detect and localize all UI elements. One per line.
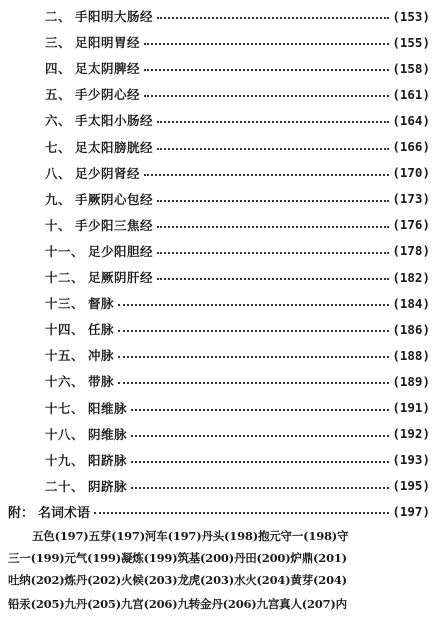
toc-entry-number: 四、 <box>45 61 72 77</box>
toc-entry-number: 二、 <box>45 9 72 24</box>
toc-entry-title: 带脉 <box>88 374 115 390</box>
toc-entry-number: 十二、 <box>45 270 85 285</box>
toc-entry-page-number: (158) <box>392 60 430 76</box>
toc-entry-page-number: (178) <box>392 243 430 259</box>
appendix-title: 名词术语 <box>38 505 91 521</box>
toc-entry-title: 阳维脉 <box>88 400 128 416</box>
toc-entry[interactable] <box>45 345 430 365</box>
dot-leader <box>157 200 389 202</box>
toc-entry-number: 十七、 <box>45 400 85 416</box>
toc-entry-number: 十、 <box>45 217 72 233</box>
toc-entry-title: 足少阳胆经 <box>88 243 154 259</box>
toc-entry-title: 手厥阴心包经 <box>75 191 154 207</box>
toc-entry-number: 十六、 <box>45 374 85 390</box>
toc-entry-number: 六、 <box>45 113 72 129</box>
toc-entry-number: 三、 <box>45 35 72 51</box>
terms-line: 铅汞(205)九丹(205)九宫(206)九转金丹(206)九宫真人(207)内 <box>8 597 347 611</box>
toc-entry[interactable] <box>45 215 430 235</box>
toc-entry[interactable] <box>45 58 430 78</box>
dot-leader <box>144 43 389 45</box>
toc-entry-title: 阴维脉 <box>88 426 128 442</box>
dot-leader <box>118 382 389 384</box>
toc-entry[interactable] <box>45 319 430 339</box>
toc-entry-title: 足太阴脾经 <box>75 61 141 77</box>
appendix-entry[interactable] <box>8 500 430 522</box>
toc-entry-title: 手少阴心经 <box>75 87 141 103</box>
toc-entry-page-number: (153) <box>392 8 430 24</box>
toc-entry-title: 足阳明胃经 <box>75 35 141 51</box>
dot-leader <box>118 356 389 358</box>
dot-leader <box>144 95 389 97</box>
toc-entry-number: 十四、 <box>45 322 85 338</box>
toc-entry-page-number: (191) <box>392 400 430 415</box>
toc-entry-number: 二十、 <box>45 478 85 494</box>
toc-entry-page-number: (193) <box>392 452 430 468</box>
toc-entry-number: 十一、 <box>45 243 85 259</box>
toc-entry[interactable] <box>45 241 430 261</box>
toc-entry-title: 阴跻脉 <box>88 478 128 494</box>
appendix-label: 附： <box>8 505 35 521</box>
dot-leader <box>157 226 389 228</box>
toc-entry-page-number: (184) <box>392 295 430 311</box>
dot-leader <box>157 17 389 19</box>
toc-entry-page-number: (155) <box>392 34 430 50</box>
toc-entry-page-number: (189) <box>392 373 430 389</box>
toc-entry-page-number: (188) <box>392 347 430 363</box>
toc-entry-page-number: (173) <box>392 191 430 207</box>
toc-entry[interactable] <box>45 424 430 444</box>
dot-leader <box>131 487 389 489</box>
dot-leader <box>157 278 389 280</box>
toc-entry[interactable] <box>45 189 430 209</box>
toc-entry-title: 阳跻脉 <box>88 452 128 468</box>
dot-leader <box>118 304 389 306</box>
toc-entry-title: 足少阴肾经 <box>75 165 141 181</box>
toc-entry-page-number: (186) <box>392 321 430 337</box>
toc-entry-title: 手少阳三焦经 <box>75 217 154 233</box>
toc-entry[interactable] <box>45 371 430 391</box>
terms-line: 吐纳(202)炼丹(202)火候(203)龙虎(203)水火(204)黄芽(204) <box>8 573 347 587</box>
toc-entry[interactable] <box>45 450 430 470</box>
terms-line: 五色(197)五芽(197)河车(197)丹头(198)抱元守一(198)守 <box>32 529 349 543</box>
toc-entry-title: 任脉 <box>88 322 115 338</box>
toc-entry-page-number: (166) <box>392 139 430 154</box>
toc-entry-page-number: (170) <box>392 165 430 181</box>
toc-entry-number: 十三、 <box>45 296 85 312</box>
toc-entry-number: 十九、 <box>45 452 85 468</box>
toc-entry[interactable] <box>45 84 430 104</box>
toc-entry-page-number: (176) <box>392 217 430 233</box>
dot-leader <box>144 69 389 71</box>
toc-entry-title: 手太阳小肠经 <box>75 113 154 129</box>
dot-leader <box>144 174 389 176</box>
toc-entry-page-number: (164) <box>392 112 430 128</box>
toc-entry-number: 九、 <box>45 191 72 207</box>
toc-entry-number: 七、 <box>45 139 72 155</box>
dot-leader <box>94 512 389 514</box>
dot-leader <box>131 435 389 437</box>
toc-entry-title: 督脉 <box>88 296 115 312</box>
toc-entry-page-number: (192) <box>392 426 430 442</box>
toc-entry[interactable] <box>45 476 430 496</box>
toc-entry[interactable] <box>45 267 430 287</box>
toc-entry-title: 足太阳膀胱经 <box>75 139 154 155</box>
dot-leader <box>131 461 389 463</box>
toc-entry-number: 十八、 <box>45 426 85 442</box>
toc-entry-page-number: (161) <box>392 86 430 102</box>
toc-entry[interactable] <box>45 163 430 183</box>
toc-entry-title: 手阳明大肠经 <box>75 9 154 24</box>
toc-entry-page-number: (182) <box>392 269 430 285</box>
dot-leader <box>118 330 389 332</box>
toc-entry[interactable] <box>45 32 430 52</box>
dot-leader <box>157 252 389 254</box>
toc-entry[interactable] <box>45 110 430 130</box>
toc-entry-page-number: (195) <box>392 478 430 494</box>
toc-entry[interactable] <box>45 398 430 418</box>
toc-entry-number: 八、 <box>45 165 72 181</box>
toc-entry-number: 十五、 <box>45 348 85 364</box>
toc-entry[interactable] <box>45 6 430 26</box>
toc-entry-title: 冲脉 <box>88 348 115 364</box>
terms-line: 三一(199)元气(199)凝炼(199)筑基(200)丹田(200)炉鼎(201) <box>8 551 347 565</box>
toc-entry[interactable] <box>45 293 430 313</box>
toc-entry-title: 足厥阴肝经 <box>88 270 154 285</box>
toc-entry-number: 五、 <box>45 87 72 103</box>
dot-leader <box>131 409 389 411</box>
dot-leader <box>157 121 389 123</box>
appendix-page-number: (197) <box>392 503 430 519</box>
toc-entry[interactable] <box>45 137 430 157</box>
dot-leader <box>157 148 389 150</box>
